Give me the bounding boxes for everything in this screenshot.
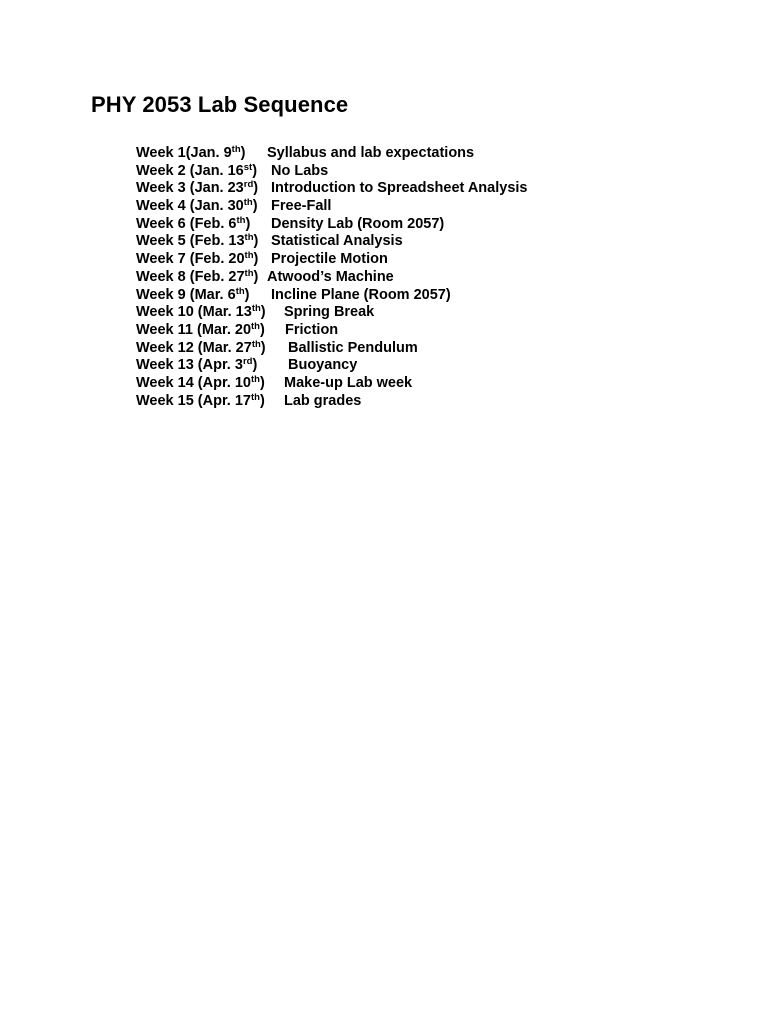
schedule-row: [136, 197, 332, 216]
week-date: Week 15 (Apr. 17th): [136, 391, 265, 409]
lab-topic: Make-up Lab week: [284, 374, 413, 391]
week-date: Week 12 (Mar. 27th): [136, 338, 266, 356]
week-date: Week 2 (Jan. 16st): [136, 161, 258, 179]
lab-topic: Statistical Analysis: [271, 233, 403, 250]
lab-topic: Atwood’s Machine: [267, 268, 394, 285]
lab-topic: Projectile Motion: [271, 251, 388, 268]
week-date: Week 10 (Mar. 13th): [136, 303, 266, 321]
week-date: Week 1(Jan. 9th): [136, 144, 246, 161]
schedule-row: [136, 320, 339, 340]
schedule-row: [136, 356, 358, 375]
schedule-row: [136, 285, 451, 305]
schedule-row: [136, 373, 413, 393]
week-date: Week 7 (Feb. 20th): [136, 250, 259, 268]
week-date: Week 9 (Mar. 6th): [136, 285, 250, 303]
lab-topic: Ballistic Pendulum: [288, 339, 418, 356]
lab-topic: Syllabus and lab expectations: [267, 145, 475, 161]
lab-topic: Density Lab (Room 2057): [271, 215, 445, 232]
lab-topic: Buoyancy: [288, 357, 358, 374]
lab-topic: Friction: [285, 321, 339, 338]
week-date: Week 8 (Feb. 27th): [136, 267, 259, 285]
lab-topic: Spring Break: [284, 304, 375, 321]
week-date: Week 3 (Jan. 23rd): [136, 179, 259, 197]
schedule-row: [136, 391, 362, 411]
week-date: Week 4 (Jan. 30th): [136, 197, 258, 215]
schedule-row: [136, 214, 445, 234]
schedule-row: [136, 144, 475, 163]
week-date: Week 11 (Mar. 20th): [136, 320, 265, 338]
page-title: PHY 2053 Lab Sequence: [91, 92, 349, 117]
week-date: Week 6 (Feb. 6th): [136, 214, 251, 232]
schedule-row: [136, 232, 403, 251]
lab-schedule-list: [136, 144, 528, 410]
lab-topic: Introduction to Spreadsheet Analysis: [271, 180, 528, 197]
lab-topic: Free-Fall: [271, 198, 332, 215]
schedule-row: [136, 303, 375, 322]
week-date: Week 14 (Apr. 10th): [136, 373, 265, 391]
schedule-row: [136, 250, 388, 269]
schedule-row: [136, 179, 528, 198]
schedule-row: [136, 161, 329, 181]
schedule-row: [136, 338, 418, 358]
lab-topic: Incline Plane (Room 2057): [271, 286, 451, 303]
week-date: Week 5 (Feb. 13th): [136, 232, 259, 250]
lab-topic: No Labs: [271, 162, 329, 179]
lab-topic: Lab grades: [284, 392, 362, 409]
schedule-row: [136, 267, 394, 287]
week-date: Week 13 (Apr. 3rd): [136, 356, 258, 374]
